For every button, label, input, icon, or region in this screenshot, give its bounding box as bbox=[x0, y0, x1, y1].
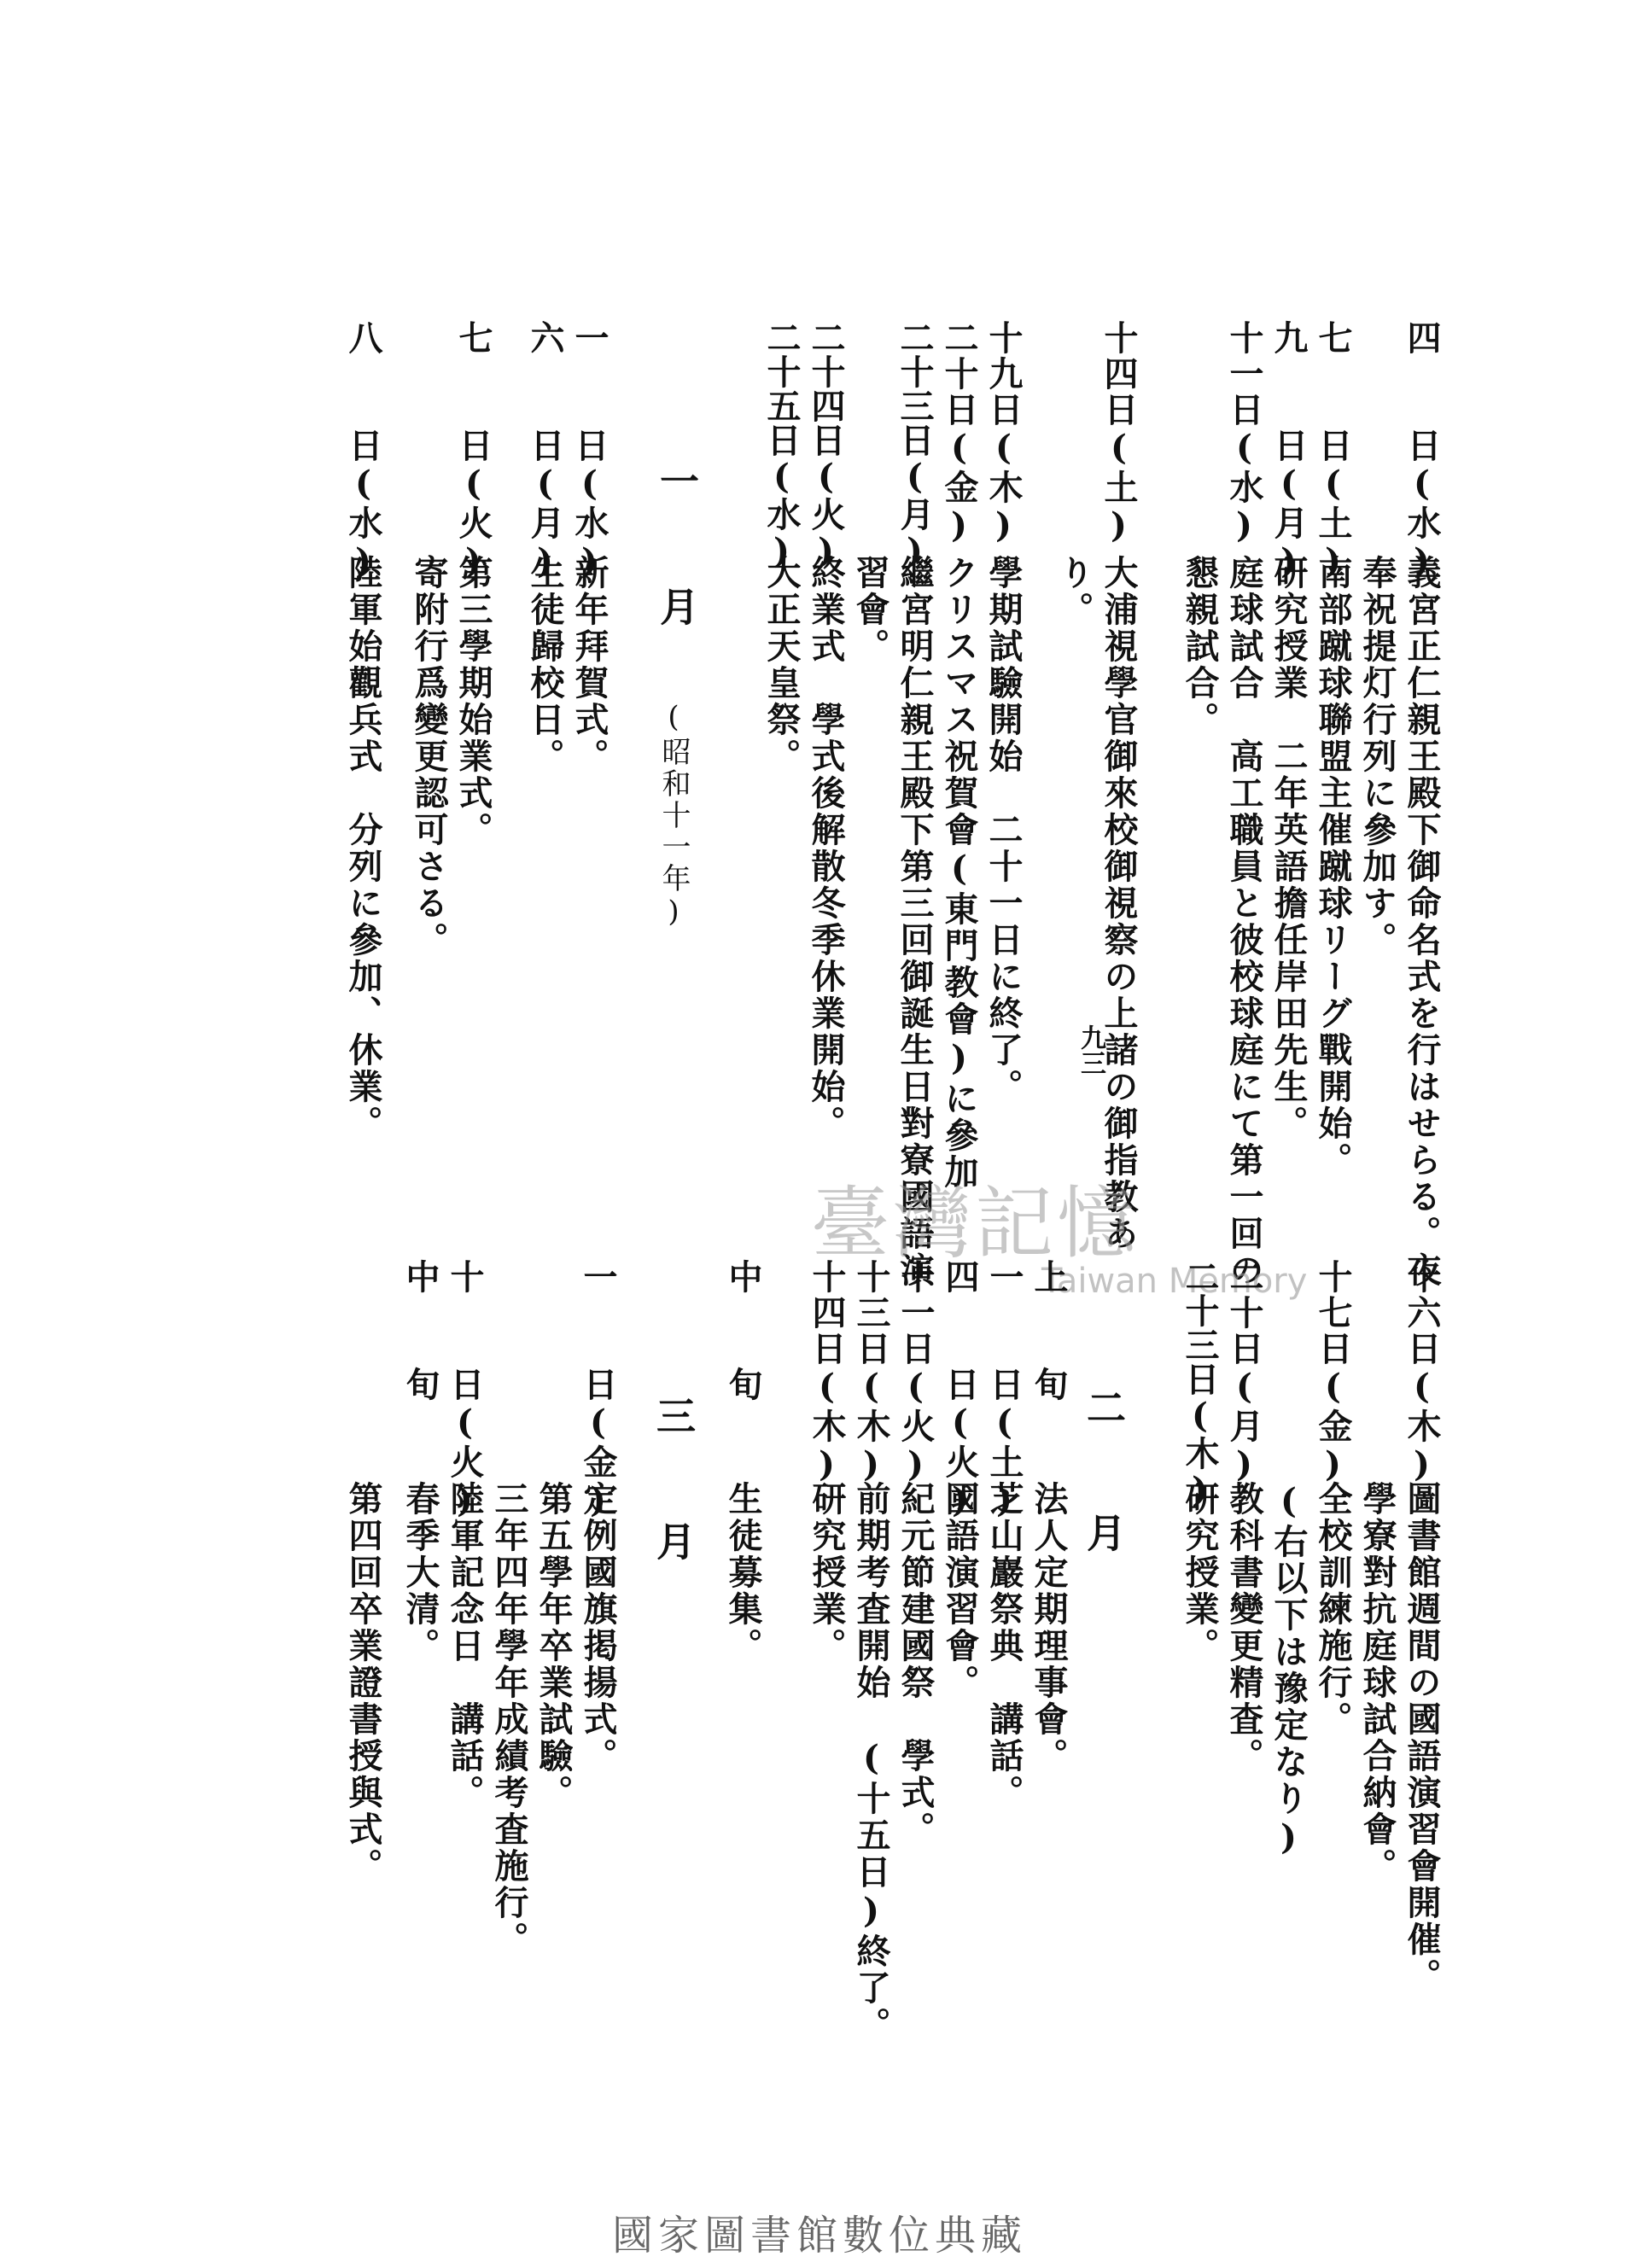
entry-date: 一 日(土) bbox=[984, 1259, 1024, 1522]
entry-text: 第五學年卒業試驗。 bbox=[534, 1481, 574, 1811]
entry-text: 第四回卒業證書授與式。 bbox=[343, 1481, 383, 1885]
entry-date: 八 日(水) bbox=[343, 320, 383, 583]
month-heading: 一 月 bbox=[654, 461, 700, 628]
entry-text: 全校訓練施行。 bbox=[1313, 1481, 1353, 1738]
entry-date: 二十日(金) bbox=[939, 320, 979, 547]
entry-date: 十六日(木) bbox=[1402, 1259, 1442, 1486]
entry-date: 十一日(水) bbox=[1224, 320, 1264, 547]
entry-text: 大正天皇祭。 bbox=[761, 555, 802, 775]
entry-date: 十七日(金) bbox=[1313, 1259, 1353, 1486]
entry-text: 紀元節建國祭 學式。 bbox=[895, 1481, 936, 1848]
entry-date: 二十三日(月) bbox=[895, 320, 935, 571]
archive-footer: 國家圖書館數位典藏 bbox=[611, 2212, 1027, 2259]
entry-date: 一 日(金) bbox=[578, 1259, 618, 1522]
watermark-title: 臺灣記憶 bbox=[811, 1178, 1140, 1269]
watermark-subtitle: Taiwan Memory bbox=[1041, 1262, 1308, 1301]
entry-date: 七 日(土) bbox=[1313, 320, 1353, 583]
entry-text: 研究授業。 bbox=[807, 1481, 847, 1665]
entry-date: 十一日(火) bbox=[895, 1259, 936, 1486]
entry-text: (右以下は豫定なり) bbox=[1269, 1481, 1309, 1860]
month-heading: 二 月 bbox=[1081, 1387, 1127, 1554]
entry-date: 二十五日(水) bbox=[761, 320, 802, 571]
entry-text: 義宮正仁親王殿下御命名式を行はせらる。夜 bbox=[1402, 555, 1442, 1289]
entry-text: 大浦視學官御來校御視察の上諸の御指教あ bbox=[1099, 555, 1139, 1252]
entry-text: 春季大清。 bbox=[400, 1481, 440, 1665]
entry-text: 研究授業 二年英語擔任岸田先生。 bbox=[1269, 555, 1309, 1142]
entry-date: 二十日(月) bbox=[1224, 1259, 1264, 1486]
entry-text: 新年拜賀式。 bbox=[569, 555, 610, 775]
entry-text: 定例國旗掲揚式。 bbox=[578, 1481, 618, 1775]
entry-text: 前期考査開始 (十五日)終了。 bbox=[851, 1481, 891, 2044]
entry-date: 九 日(月) bbox=[1269, 320, 1309, 583]
entry-date: 四 日(火) bbox=[940, 1259, 980, 1522]
entry-date: 十四日(土) bbox=[1099, 320, 1139, 547]
page-number: 九三 bbox=[1076, 1024, 1105, 1076]
entry-text: 研究授業。 bbox=[1180, 1481, 1220, 1665]
entry-text: 三年四年學年成績考査施行。 bbox=[489, 1481, 529, 1958]
entry-text: 圖書館週間の國語演習會開催。 bbox=[1402, 1481, 1442, 1995]
entry-text: 懇親試合。 bbox=[1180, 555, 1220, 738]
entry-text: 南部蹴球聯盟主催蹴球リーグ戰開始。 bbox=[1313, 555, 1353, 1179]
entry-text: 陸軍記念日 講話。 bbox=[445, 1481, 485, 1811]
entry-date: 十 日(火) bbox=[445, 1259, 485, 1522]
entry-text: り。 bbox=[1054, 555, 1094, 628]
entry-text: 習會。 bbox=[850, 555, 890, 665]
entry-text: 庭球試合 高工職員と彼校球庭にて第一回の bbox=[1224, 555, 1264, 1289]
entry-text: 奉祝提灯行列に參加す。 bbox=[1357, 555, 1397, 959]
entry-text: 教科書變更精査。 bbox=[1224, 1481, 1264, 1775]
entry-text: 繼宮明仁親王殿下第三回御誕生日對寮國語演 bbox=[895, 555, 935, 1289]
entry-text: 寄附行爲變更認可さる。 bbox=[409, 555, 449, 959]
entry-date: 二十四日(火) bbox=[806, 320, 846, 571]
entry-date: 一 日(水) bbox=[569, 320, 610, 583]
entry-text: 芝山巖祭典 講話。 bbox=[984, 1481, 1024, 1811]
entry-text: 第三學期始業式。 bbox=[453, 555, 493, 848]
entry-date: 六 日(月) bbox=[525, 320, 565, 583]
month-heading: 三 月 bbox=[650, 1396, 697, 1563]
entry-text: 陸軍始觀兵式 分列に參加、休業。 bbox=[343, 555, 383, 1142]
entry-date: 十四日(木) bbox=[807, 1259, 847, 1486]
entry-date: 上 旬 bbox=[1029, 1259, 1069, 1402]
entry-date: 中 旬 bbox=[723, 1259, 763, 1402]
entry-date: 十九日(木) bbox=[983, 320, 1024, 547]
entry-date: 七 日(火) bbox=[453, 320, 493, 583]
entry-text: 學期試驗開始 二十一日に終了。 bbox=[983, 555, 1024, 1105]
entry-text: 法人定期理事會。 bbox=[1029, 1481, 1069, 1775]
entry-text: 國語演習會。 bbox=[940, 1481, 980, 1701]
entry-date: 中 旬 bbox=[400, 1259, 440, 1402]
entry-text: 學寮對抗庭球試合納會。 bbox=[1357, 1481, 1397, 1885]
entry-date: 四 日(水) bbox=[1402, 320, 1442, 583]
entry-text: 生徒募集。 bbox=[723, 1481, 763, 1665]
era-note: (昭和十一年) bbox=[656, 700, 691, 931]
entry-date: 十三日(木) bbox=[851, 1259, 891, 1486]
entry-text: 生徒歸校日。 bbox=[525, 555, 565, 775]
entry-text: 終業式 學式後解散冬季休業開始。 bbox=[806, 555, 846, 1142]
entry-date: 二十三日(木) bbox=[1180, 1259, 1220, 1510]
entry-text: クリスマス祝賀會(東門教會)に參加 bbox=[939, 555, 979, 1191]
